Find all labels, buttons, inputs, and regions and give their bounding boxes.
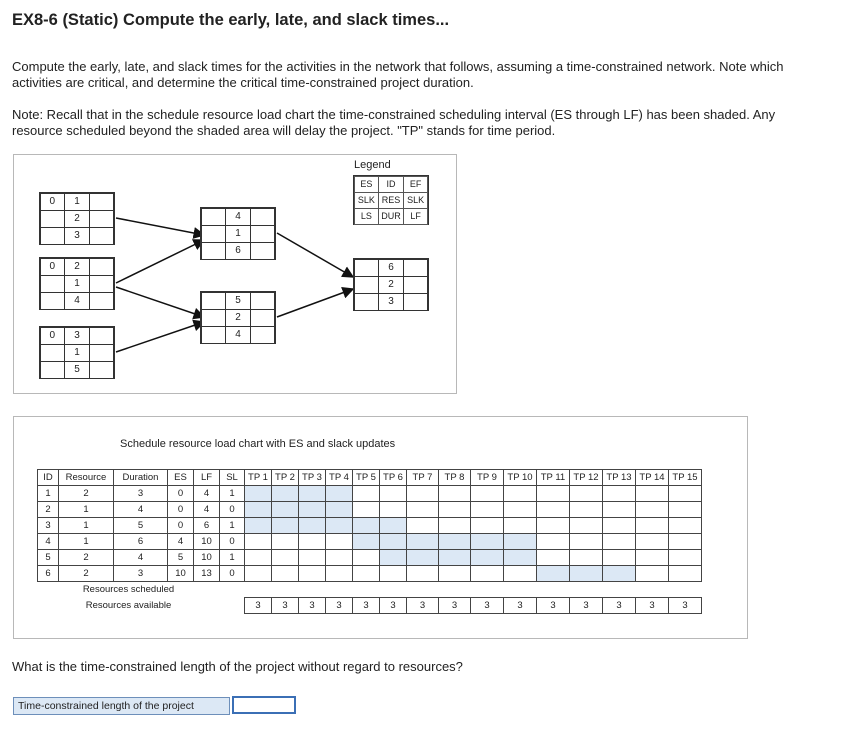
period-cell bbox=[353, 582, 380, 598]
node-cell bbox=[403, 293, 429, 311]
instructions-paragraph: Compute the early, late, and slack times for the activities in the network that follows, assuming a time-constrained network. Note which activities are critical, and determine the critical time-constrained project duration. bbox=[12, 59, 784, 90]
column-header: TP 9 bbox=[471, 470, 504, 486]
table-cell: 2 bbox=[59, 550, 114, 566]
period-cell bbox=[380, 582, 407, 598]
period-cell bbox=[471, 566, 504, 582]
table-cell: 0 bbox=[220, 534, 245, 550]
node-cell bbox=[201, 225, 227, 243]
period-cell bbox=[353, 550, 380, 566]
resources-available-row bbox=[38, 598, 702, 614]
node-cell bbox=[40, 361, 66, 379]
column-header: Duration bbox=[114, 470, 168, 486]
node-cell: 1 bbox=[225, 225, 251, 243]
table-cell: 4 bbox=[194, 502, 220, 518]
activity-node-6 bbox=[353, 258, 429, 311]
node-cell bbox=[89, 193, 115, 211]
period-cell bbox=[570, 486, 603, 502]
resources-available-value: 3 bbox=[353, 598, 380, 614]
shaded-period-cell bbox=[603, 566, 636, 582]
node-cell: 1 bbox=[64, 344, 90, 362]
node-cell bbox=[403, 259, 429, 277]
node-cell bbox=[250, 225, 276, 243]
node-cell bbox=[201, 326, 227, 344]
table-cell: 2 bbox=[59, 486, 114, 502]
table-cell: 0 bbox=[168, 486, 194, 502]
resources-available-value: 3 bbox=[326, 598, 353, 614]
period-cell bbox=[603, 534, 636, 550]
period-cell bbox=[439, 566, 471, 582]
table-cell: 0 bbox=[168, 502, 194, 518]
node-cell bbox=[250, 309, 276, 327]
arrow-1-4 bbox=[116, 218, 204, 235]
period-cell bbox=[407, 502, 439, 518]
shaded-period-cell bbox=[570, 566, 603, 582]
period-cell bbox=[299, 582, 326, 598]
schedule-resource-load-chart bbox=[13, 416, 748, 639]
period-cell bbox=[407, 566, 439, 582]
shaded-period-cell bbox=[299, 502, 326, 518]
table-cell: 5 bbox=[114, 518, 168, 534]
table-cell: 10 bbox=[194, 550, 220, 566]
period-cell bbox=[380, 566, 407, 582]
spacer-cell bbox=[220, 598, 245, 614]
period-cell bbox=[504, 582, 537, 598]
node-cell: 2 bbox=[64, 258, 90, 276]
period-cell bbox=[537, 518, 570, 534]
period-cell bbox=[245, 582, 272, 598]
shaded-period-cell bbox=[537, 566, 570, 582]
period-cell bbox=[504, 486, 537, 502]
period-cell bbox=[603, 518, 636, 534]
shaded-period-cell bbox=[326, 518, 353, 534]
table-cell: 3 bbox=[38, 518, 59, 534]
resources-scheduled-row bbox=[38, 582, 702, 598]
table-cell: 4 bbox=[168, 534, 194, 550]
resources-available-value: 3 bbox=[272, 598, 299, 614]
activity-node-2 bbox=[39, 257, 115, 310]
node-cell bbox=[40, 227, 66, 245]
period-cell bbox=[537, 486, 570, 502]
node-cell bbox=[201, 292, 227, 310]
period-cell bbox=[245, 550, 272, 566]
shaded-period-cell bbox=[439, 550, 471, 566]
legend-cell: ES bbox=[354, 176, 380, 193]
shaded-period-cell bbox=[326, 502, 353, 518]
resources-available-value: 3 bbox=[380, 598, 407, 614]
period-cell bbox=[669, 582, 702, 598]
resources-available-value: 3 bbox=[570, 598, 603, 614]
period-cell bbox=[570, 582, 603, 598]
table-cell: 1 bbox=[220, 518, 245, 534]
arrow-2-5 bbox=[116, 287, 204, 317]
resources-available-value: 3 bbox=[299, 598, 326, 614]
node-cell: 4 bbox=[225, 208, 251, 226]
node-cell: 5 bbox=[64, 361, 90, 379]
legend-cell: LS bbox=[354, 208, 380, 225]
period-cell bbox=[603, 550, 636, 566]
shaded-period-cell bbox=[504, 550, 537, 566]
shaded-period-cell bbox=[299, 518, 326, 534]
period-cell bbox=[669, 502, 702, 518]
node-cell bbox=[403, 276, 429, 294]
node-cell bbox=[201, 208, 227, 226]
period-cell bbox=[439, 518, 471, 534]
shaded-period-cell bbox=[504, 534, 537, 550]
column-header: ES bbox=[168, 470, 194, 486]
period-cell bbox=[272, 534, 299, 550]
column-header: LF bbox=[194, 470, 220, 486]
column-header: TP 5 bbox=[353, 470, 380, 486]
period-cell bbox=[636, 502, 669, 518]
node-cell bbox=[201, 309, 227, 327]
activity-node-4 bbox=[200, 207, 276, 260]
period-cell bbox=[299, 534, 326, 550]
table-cell: 6 bbox=[194, 518, 220, 534]
table-cell: 2 bbox=[38, 502, 59, 518]
node-cell: 2 bbox=[378, 276, 404, 294]
period-cell bbox=[603, 502, 636, 518]
table-cell: 13 bbox=[194, 566, 220, 582]
activity-node-5 bbox=[200, 291, 276, 344]
period-cell bbox=[245, 566, 272, 582]
shaded-period-cell bbox=[245, 486, 272, 502]
table-row bbox=[38, 534, 702, 550]
node-cell: 0 bbox=[40, 193, 66, 211]
period-cell bbox=[439, 582, 471, 598]
node-cell bbox=[89, 275, 115, 293]
node-cell bbox=[89, 258, 115, 276]
period-cell bbox=[353, 502, 380, 518]
legend-cell: SLK bbox=[403, 192, 429, 209]
period-cell bbox=[636, 486, 669, 502]
period-cell bbox=[537, 534, 570, 550]
node-cell: 1 bbox=[64, 193, 90, 211]
node-cell bbox=[250, 292, 276, 310]
column-header: TP 12 bbox=[570, 470, 603, 486]
shaded-period-cell bbox=[380, 534, 407, 550]
period-cell bbox=[353, 566, 380, 582]
shaded-period-cell bbox=[471, 534, 504, 550]
shaded-period-cell bbox=[471, 550, 504, 566]
period-cell bbox=[570, 534, 603, 550]
shaded-period-cell bbox=[353, 518, 380, 534]
shaded-period-cell bbox=[353, 534, 380, 550]
shaded-period-cell bbox=[299, 486, 326, 502]
shaded-period-cell bbox=[407, 534, 439, 550]
table-cell: 6 bbox=[114, 534, 168, 550]
table-cell: 4 bbox=[114, 502, 168, 518]
table-cell: 5 bbox=[168, 550, 194, 566]
spacer-cell bbox=[220, 582, 245, 598]
column-header: TP 3 bbox=[299, 470, 326, 486]
column-header: TP 6 bbox=[380, 470, 407, 486]
table-cell: 1 bbox=[59, 534, 114, 550]
period-cell bbox=[669, 518, 702, 534]
table-cell: 10 bbox=[194, 534, 220, 550]
shaded-period-cell bbox=[272, 486, 299, 502]
period-cell bbox=[299, 566, 326, 582]
table-cell: 4 bbox=[194, 486, 220, 502]
legend-box bbox=[353, 175, 429, 225]
period-cell bbox=[407, 582, 439, 598]
period-cell bbox=[353, 486, 380, 502]
node-cell: 0 bbox=[40, 258, 66, 276]
column-header: TP 14 bbox=[636, 470, 669, 486]
table-cell: 2 bbox=[59, 566, 114, 582]
table-cell: 6 bbox=[38, 566, 59, 582]
column-header: SL bbox=[220, 470, 245, 486]
node-cell bbox=[250, 208, 276, 226]
period-cell bbox=[603, 486, 636, 502]
question-text: What is the time-constrained length of the project without regard to resources? bbox=[12, 659, 463, 674]
answer-label: Time-constrained length of the project bbox=[13, 697, 230, 715]
period-cell bbox=[636, 582, 669, 598]
legend-cell: SLK bbox=[354, 192, 380, 209]
node-cell: 2 bbox=[225, 309, 251, 327]
table-row bbox=[38, 550, 702, 566]
period-cell bbox=[471, 502, 504, 518]
node-cell bbox=[40, 292, 66, 310]
table-cell: 1 bbox=[38, 486, 59, 502]
page-title: EX8-6 (Static) Compute the early, late, and slack times... bbox=[12, 11, 450, 29]
node-cell bbox=[89, 327, 115, 345]
table-cell: 5 bbox=[38, 550, 59, 566]
node-cell bbox=[89, 210, 115, 228]
period-cell bbox=[407, 486, 439, 502]
period-cell bbox=[636, 534, 669, 550]
node-cell bbox=[250, 242, 276, 260]
table-row bbox=[38, 566, 702, 582]
node-cell bbox=[40, 275, 66, 293]
table-cell: 1 bbox=[220, 550, 245, 566]
legend-cell: ID bbox=[378, 176, 404, 193]
period-cell bbox=[380, 502, 407, 518]
shaded-period-cell bbox=[407, 550, 439, 566]
shaded-period-cell bbox=[245, 502, 272, 518]
period-cell bbox=[504, 518, 537, 534]
period-cell bbox=[326, 566, 353, 582]
node-cell: 5 bbox=[225, 292, 251, 310]
table-cell: 0 bbox=[220, 566, 245, 582]
period-cell bbox=[272, 582, 299, 598]
node-cell bbox=[40, 344, 66, 362]
period-cell bbox=[570, 502, 603, 518]
table-cell: 0 bbox=[220, 502, 245, 518]
node-cell: 6 bbox=[378, 259, 404, 277]
table-row bbox=[38, 502, 702, 518]
node-cell bbox=[89, 344, 115, 362]
column-header: TP 15 bbox=[669, 470, 702, 486]
legend-cell: LF bbox=[403, 208, 429, 225]
resources-available-value: 3 bbox=[439, 598, 471, 614]
period-cell bbox=[245, 534, 272, 550]
node-cell bbox=[40, 210, 66, 228]
period-cell bbox=[299, 550, 326, 566]
period-cell bbox=[669, 550, 702, 566]
arrow-5-6 bbox=[277, 289, 353, 317]
shaded-period-cell bbox=[326, 486, 353, 502]
resources-available-value: 3 bbox=[537, 598, 570, 614]
table-cell: 3 bbox=[114, 566, 168, 582]
activity-node-1 bbox=[39, 192, 115, 245]
node-cell: 4 bbox=[225, 326, 251, 344]
period-cell bbox=[504, 502, 537, 518]
period-cell bbox=[471, 518, 504, 534]
period-cell bbox=[669, 534, 702, 550]
table-cell: 1 bbox=[59, 502, 114, 518]
table-cell: 1 bbox=[220, 486, 245, 502]
note-paragraph: Note: Recall that in the schedule resource load chart the time-constrained scheduling interval (ES through LF) has been shaded. Any resource scheduled beyond the shaded area will delay the project. "TP" stands for time period. bbox=[12, 107, 776, 138]
node-cell: 3 bbox=[64, 227, 90, 245]
column-header: TP 11 bbox=[537, 470, 570, 486]
resources-available-value: 3 bbox=[603, 598, 636, 614]
table-cell: 4 bbox=[38, 534, 59, 550]
shaded-period-cell bbox=[272, 518, 299, 534]
shaded-period-cell bbox=[380, 518, 407, 534]
resources-available-value: 3 bbox=[636, 598, 669, 614]
column-header: TP 7 bbox=[407, 470, 439, 486]
network-diagram bbox=[13, 154, 457, 394]
node-cell: 3 bbox=[64, 327, 90, 345]
period-cell bbox=[326, 550, 353, 566]
period-cell bbox=[471, 486, 504, 502]
period-cell bbox=[636, 518, 669, 534]
node-cell bbox=[89, 292, 115, 310]
node-cell: 0 bbox=[40, 327, 66, 345]
period-cell bbox=[272, 566, 299, 582]
node-cell: 4 bbox=[64, 292, 90, 310]
arrow-2-4 bbox=[116, 240, 204, 283]
table-row bbox=[38, 518, 702, 534]
activity-node-3 bbox=[39, 326, 115, 379]
period-cell bbox=[636, 566, 669, 582]
table-cell: 1 bbox=[59, 518, 114, 534]
column-header: TP 2 bbox=[272, 470, 299, 486]
period-cell bbox=[537, 582, 570, 598]
period-cell bbox=[636, 550, 669, 566]
node-cell bbox=[354, 293, 380, 311]
column-header: ID bbox=[38, 470, 59, 486]
table-cell: 4 bbox=[114, 550, 168, 566]
shaded-period-cell bbox=[380, 550, 407, 566]
period-cell bbox=[669, 486, 702, 502]
period-cell bbox=[570, 518, 603, 534]
period-cell bbox=[504, 566, 537, 582]
legend-cell: DUR bbox=[378, 208, 404, 225]
column-header: TP 8 bbox=[439, 470, 471, 486]
legend-cell: RES bbox=[378, 192, 404, 209]
table-row bbox=[38, 486, 702, 502]
schedule-chart-title: Schedule resource load chart with ES and slack updates bbox=[120, 438, 396, 450]
resources-available-value: 3 bbox=[504, 598, 537, 614]
period-cell bbox=[537, 502, 570, 518]
schedule-table bbox=[37, 469, 702, 614]
period-cell bbox=[407, 518, 439, 534]
project-length-input[interactable] bbox=[232, 696, 296, 714]
table-cell: 3 bbox=[114, 486, 168, 502]
column-header: TP 10 bbox=[504, 470, 537, 486]
period-cell bbox=[471, 582, 504, 598]
table-cell: 10 bbox=[168, 566, 194, 582]
node-cell: 1 bbox=[64, 275, 90, 293]
column-header: TP 4 bbox=[326, 470, 353, 486]
node-cell bbox=[201, 242, 227, 260]
table-header-row bbox=[38, 470, 702, 486]
resources-available-label: Resources available bbox=[85, 600, 172, 611]
period-cell bbox=[570, 550, 603, 566]
period-cell bbox=[439, 502, 471, 518]
arrow-3-5 bbox=[116, 322, 204, 352]
arrow-4-6 bbox=[277, 233, 353, 277]
period-cell bbox=[603, 582, 636, 598]
period-cell bbox=[272, 550, 299, 566]
node-cell bbox=[89, 361, 115, 379]
shaded-period-cell bbox=[245, 518, 272, 534]
resources-available-value: 3 bbox=[245, 598, 272, 614]
column-header: TP 1 bbox=[245, 470, 272, 486]
period-cell bbox=[326, 534, 353, 550]
period-cell bbox=[380, 486, 407, 502]
shaded-period-cell bbox=[439, 534, 471, 550]
period-cell bbox=[537, 550, 570, 566]
resources-available-value: 3 bbox=[407, 598, 439, 614]
node-cell: 3 bbox=[378, 293, 404, 311]
shaded-period-cell bbox=[272, 502, 299, 518]
table-cell: 0 bbox=[168, 518, 194, 534]
node-cell bbox=[354, 259, 380, 277]
column-header: TP 13 bbox=[603, 470, 636, 486]
node-cell bbox=[354, 276, 380, 294]
legend-title: Legend bbox=[354, 159, 391, 171]
node-cell bbox=[89, 227, 115, 245]
resources-scheduled-label: Resources scheduled bbox=[82, 584, 175, 596]
resources-available-value: 3 bbox=[471, 598, 504, 614]
node-cell bbox=[250, 326, 276, 344]
column-header: Resource bbox=[59, 470, 114, 486]
resources-available-value: 3 bbox=[669, 598, 702, 614]
node-cell: 6 bbox=[225, 242, 251, 260]
node-cell: 2 bbox=[64, 210, 90, 228]
legend-cell: EF bbox=[403, 176, 429, 193]
period-cell bbox=[439, 486, 471, 502]
period-cell bbox=[669, 566, 702, 582]
period-cell bbox=[326, 582, 353, 598]
